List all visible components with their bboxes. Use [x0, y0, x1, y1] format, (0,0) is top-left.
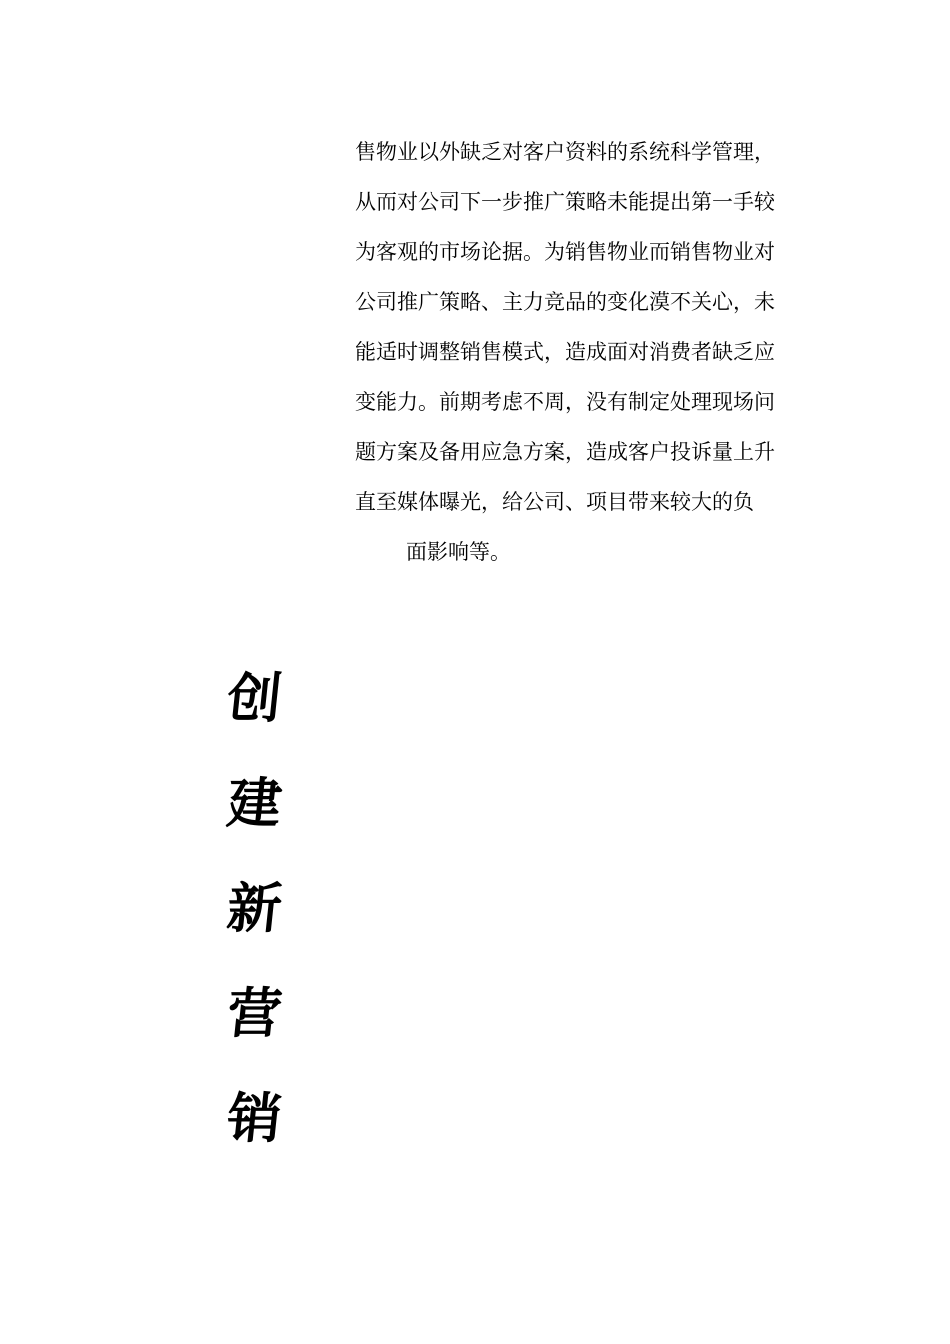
title-character: 销 [224, 1086, 285, 1150]
paragraph-line: 题方案及备用应急方案，造成客户投诉量上升 [355, 440, 775, 464]
title-character: 新 [224, 876, 285, 940]
paragraph-line: 变能力。前期考虑不周，没有制定处理现场问 [355, 390, 775, 414]
paragraph-line: 公司推广策略、主力竞品的变化漠不关心，未 [355, 290, 775, 314]
body-paragraph [355, 130, 815, 580]
paragraph-line: 面影响等。 [406, 540, 511, 564]
section-title-vertical [218, 660, 288, 1185]
title-character: 营 [224, 981, 285, 1045]
paragraph-line: 能适时调整销售模式，造成面对消费者缺乏应 [355, 340, 775, 364]
paragraph-line: 售物业以外缺乏对客户资料的系统科学管理， [355, 140, 775, 164]
paragraph-line: 直至媒体曝光，给公司、项目带来较大的负 [355, 490, 754, 514]
paragraph-line: 为客观的市场论据。为销售物业而销售物业对 [355, 240, 775, 264]
title-character: 创 [224, 666, 285, 730]
paragraph-line: 从而对公司下一步推广策略未能提出第一手较 [355, 190, 775, 214]
title-character: 建 [224, 771, 285, 835]
